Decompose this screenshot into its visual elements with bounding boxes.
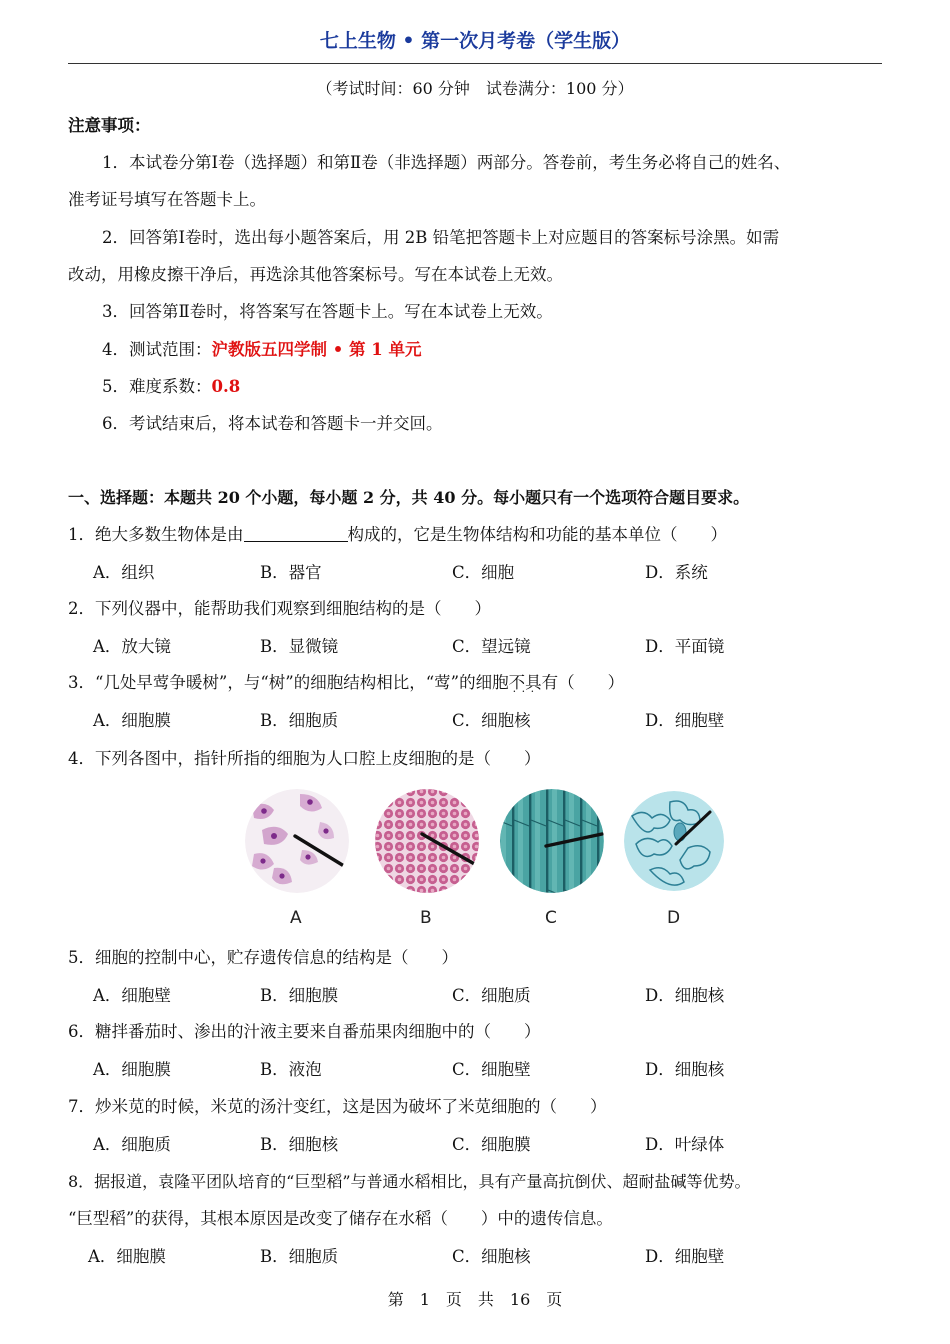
page-title: 七上生物 • 第一次月考卷（学生版） [319, 30, 631, 52]
page-number: 第 1 页 共 16 页 [387, 1290, 563, 1309]
note-4-label: 4．测试范围： [102, 340, 212, 359]
question-8-option-b: B．细胞质 [260, 1247, 339, 1266]
header-divider [68, 63, 882, 64]
question-7-stem: 7．炒米苋的时候，米苋的汤汁变红，这是因为破坏了米苋细胞的（ ） [68, 1097, 607, 1116]
question-1-option-a: A．组织 [93, 563, 155, 582]
figure-label-d: D [667, 908, 681, 928]
question-8-stem-line-2: “巨型稻”的获得，其根本原因是改变了储存在水稻（ ）中的遗传信息。 [68, 1209, 613, 1228]
question-2-option-d: D．平面镜 [645, 637, 725, 656]
exam-time-info: （考试时间：60 分钟 试卷满分：100 分） [316, 79, 634, 98]
note-3: 3．回答第Ⅱ卷时，将答案写在答题卡上。写在本试卷上无效。 [102, 302, 553, 321]
question-7-option-c: C．细胞膜 [452, 1135, 531, 1154]
note-5-label: 5．难度系数： [102, 377, 212, 396]
question-1-option-b: B．器官 [260, 563, 322, 582]
emphasized-text: 不具有 · · · [509, 672, 559, 694]
question-6-stem: 6．糖拌番茄时、渗出的汁液主要来自番茄果肉细胞中的（ ） [68, 1022, 541, 1041]
micrograph-a [245, 789, 349, 893]
question-3-option-a: A．细胞膜 [93, 711, 171, 730]
question-3-stem [68, 672, 624, 694]
question-5-option-c: C．细胞质 [452, 986, 531, 1005]
question-1-text-pre: 1．绝大多数生物体是由 [68, 525, 244, 544]
note-6: 6．考试结束后，将本试卷和答题卡一并交回。 [102, 414, 443, 433]
question-8-stem-line-1: 8．据报道，袁隆平团队培育的“巨型稻”与普通水稻相比，具有产量高抗倒伏、超耐盐碱等优势。 [68, 1172, 751, 1191]
question-3-option-d: D．细胞壁 [645, 711, 725, 730]
question-3-option-b: B．细胞质 [260, 711, 339, 730]
micrograph-d [624, 791, 724, 891]
answer-blank [244, 524, 348, 542]
question-5-option-b: B．细胞膜 [260, 986, 339, 1005]
question-4-stem: 4．下列各图中，指针所指的细胞为人口腔上皮细胞的是（ ） [68, 749, 541, 768]
question-5-option-d: D．细胞核 [645, 986, 725, 1005]
question-3-text-post: （ ） [558, 673, 625, 692]
question-7-option-d: D．叶绿体 [645, 1135, 725, 1154]
question-5-option-a: A．细胞壁 [93, 986, 171, 1005]
note-4 [102, 339, 422, 361]
question-6-option-c: C．细胞壁 [452, 1060, 531, 1079]
question-6-option-d: D．细胞核 [645, 1060, 725, 1079]
question-8-option-d: D．细胞壁 [645, 1247, 725, 1266]
question-5-stem: 5．细胞的控制中心，贮存遗传信息的结构是（ ） [68, 948, 458, 967]
question-2-option-a: A．放大镜 [93, 637, 171, 656]
question-1-stem [68, 524, 727, 546]
question-2-option-b: B．显微镜 [260, 637, 339, 656]
question-7-option-a: A．细胞质 [93, 1135, 171, 1154]
question-2-option-c: C．望远镜 [452, 637, 531, 656]
micrograph-c [500, 789, 604, 893]
note-2-line-1: 2．回答第Ⅰ卷时，选出每小题答案后，用 2B 铅笔把答题卡上对应题目的答案标号涂黑。如需 [102, 228, 780, 247]
question-1-text-post: 构成的，它是生物体结构和功能的基本单位（ ） [347, 525, 727, 544]
question-6-option-a: A．细胞膜 [93, 1060, 171, 1079]
note-2-line-2: 改动，用橡皮擦干净后，再选涂其他答案标号。写在本试卷上无效。 [68, 265, 563, 284]
question-6-option-b: B．液泡 [260, 1060, 322, 1079]
question-2-stem: 2．下列仪器中，能帮助我们观察到细胞结构的是（ ） [68, 599, 491, 618]
question-3-option-c: C．细胞核 [452, 711, 531, 730]
micrograph-b [375, 789, 479, 893]
microscope-images-figure [240, 786, 730, 931]
test-scope: 沪教版五四学制 • 第 1 单元 [211, 340, 422, 359]
difficulty-value: 0.8 [211, 377, 241, 396]
figure-label-c: C [545, 908, 557, 928]
question-3-text-pre: 3．“几处早莺争暖树”，与“树”的细胞结构相比，“莺”的细胞 [68, 673, 509, 692]
note-1-line-2: 准考证号填写在答题卡上。 [68, 190, 266, 209]
note-1-line-1: 1．本试卷分第Ⅰ卷（选择题）和第Ⅱ卷（非选择题）两部分。答卷前，考生务必将自己的姓名、 [102, 153, 791, 172]
figure-label-a: A [290, 908, 302, 928]
question-1-option-d: D．系统 [645, 563, 708, 582]
notes-heading: 注意事项： [68, 116, 151, 135]
question-8-option-c: C．细胞核 [452, 1247, 531, 1266]
question-1-option-c: C．细胞 [452, 563, 515, 582]
question-7-option-b: B．细胞核 [260, 1135, 339, 1154]
note-5 [102, 376, 240, 398]
figure-label-b: B [420, 908, 432, 928]
section-1-heading: 一、选择题：本题共 20 个小题，每小题 2 分，共 40 分。每小题只有一个选项符合题目要求。 [68, 488, 750, 507]
question-8-option-a: A．细胞膜 [88, 1247, 166, 1266]
